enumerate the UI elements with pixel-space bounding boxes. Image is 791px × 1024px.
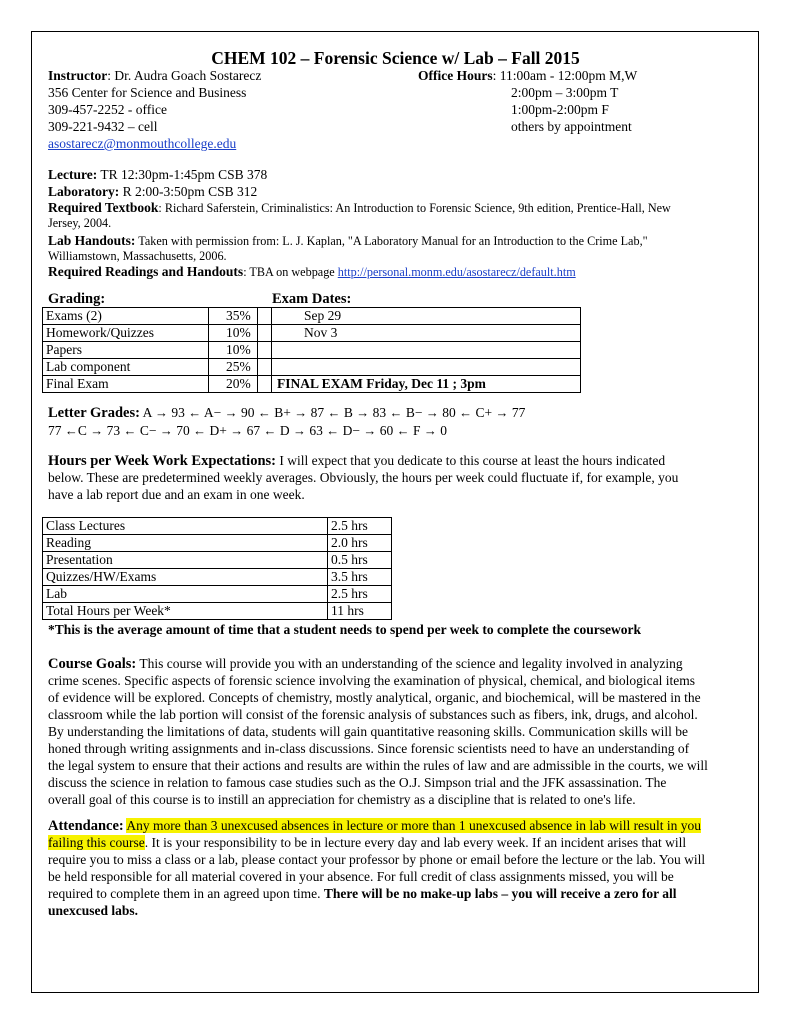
grade-cutoff: 60	[376, 423, 397, 438]
arrow-right-icon: →	[495, 405, 509, 420]
arrow-right-icon: →	[154, 405, 168, 420]
arrow-left-icon: ←	[326, 423, 340, 438]
hours-item: Class Lectures	[43, 518, 328, 535]
hours-value: 2.5 hrs	[328, 586, 392, 603]
textbook-value-cont: Jersey, 2004.	[48, 216, 112, 230]
arrow-right-icon: →	[294, 405, 308, 420]
grade-letter: F	[409, 423, 424, 438]
grading-pct: 25%	[209, 359, 258, 376]
attendance-text: . It is your responsibility to be in lecture every day and lab every week. If an incident arises that will	[144, 835, 687, 850]
grade-letter: B+	[270, 405, 295, 420]
instructor-line	[48, 67, 261, 84]
grading-table	[42, 307, 581, 393]
grade-letter: D+	[206, 423, 231, 438]
attendance-bold-text: unexcused labs.	[48, 903, 139, 918]
attendance-bold-text: There will be no make-up labs – you will receive a zero for all	[323, 886, 677, 901]
spacer-cell	[258, 342, 272, 359]
arrow-left-icon: ←	[327, 405, 341, 420]
table-row	[43, 518, 392, 535]
exam-date: Nov 3	[272, 325, 581, 342]
hours-text-1: I will expect that you dedicate to this course at least the hours indicated	[276, 453, 666, 468]
arrow-left-icon: ←	[389, 405, 403, 420]
textbook-value: : Richard Saferstein, Criminalistics: An Introduction to Forensic Science, 9th edition, Prentice-Hall, New	[158, 201, 671, 215]
grading-item: Homework/Quizzes	[43, 325, 209, 342]
arrow-right-icon: →	[425, 405, 439, 420]
hours-item: Reading	[43, 535, 328, 552]
hours-footnote: *This is the average amount of time that a student needs to spend per week to complete the coursework	[48, 622, 641, 637]
hours-intro-line-1	[48, 452, 665, 470]
table-row	[43, 325, 581, 342]
attendance-heading: Attendance:	[48, 818, 124, 834]
grade-cutoff: 73	[103, 423, 124, 438]
spacer-cell	[258, 308, 272, 325]
grade-cutoff: 67	[243, 423, 264, 438]
hours-text-3: have a lab report due and an exam in one week.	[48, 487, 305, 502]
table-row	[43, 359, 581, 376]
arrow-left-icon: ←	[193, 423, 207, 438]
office-hours-line	[418, 67, 637, 84]
grading-item: Papers	[43, 342, 209, 359]
arrow-right-icon: →	[363, 423, 377, 438]
goals-text: overall goal of this course is to instill an appreciation for chemistry as a discipline that is related to one's life.	[48, 792, 636, 807]
attendance-line-5	[48, 885, 677, 902]
hours-value: 0.5 hrs	[328, 552, 392, 569]
grade-cutoff: 80	[438, 405, 460, 420]
arrow-left-icon: ←	[257, 405, 271, 420]
exam-date: Sep 29	[272, 308, 581, 325]
textbook-info	[48, 199, 671, 216]
grade-cutoff: 63	[306, 423, 327, 438]
office-hours-line-1: : 11:00am - 12:00pm M,W	[492, 68, 638, 83]
grade-letter: A−	[201, 405, 225, 420]
table-row	[43, 342, 581, 359]
grading-item: Exams (2)	[43, 308, 209, 325]
arrow-left-icon: ←	[396, 423, 410, 438]
spacer-cell	[258, 376, 272, 393]
attendance-text: required to complete them in an agreed upon time.	[48, 886, 324, 901]
arrow-right-icon: →	[423, 423, 437, 438]
grade-letter: C	[77, 423, 91, 438]
goals-heading: Course Goals:	[48, 656, 137, 672]
office-hours-label: Office Hours	[418, 68, 493, 83]
letter-grades-line-1	[48, 404, 525, 422]
arrow-left-icon: ←	[459, 405, 473, 420]
course-title: CHEM 102 – Forensic Science w/ Lab – Fall 2015	[211, 48, 580, 68]
lab-handouts-value: Taken with permission from: L. J. Kaplan, "A Laboratory Manual for an Introduction to the Crime Lab,"	[135, 234, 648, 248]
table-row	[43, 586, 392, 603]
arrow-left-icon: ←	[64, 423, 78, 438]
attendance-line-2	[48, 834, 686, 851]
office-hours-line-4: others by appointment	[511, 119, 632, 134]
table-row	[43, 535, 392, 552]
textbook-label: Required Textbook	[48, 200, 159, 215]
readings-url-link[interactable]: http://personal.monm.edu/asostarecz/default.htm	[337, 265, 576, 279]
grade-letter: D−	[339, 423, 364, 438]
grade-letter: C−	[136, 423, 160, 438]
spacer-cell	[258, 359, 272, 376]
arrow-right-icon: →	[90, 423, 104, 438]
hours-value: 2.0 hrs	[328, 535, 392, 552]
instructor-phone-office: 309-457-2252 - office	[48, 102, 167, 117]
hours-item: Quizzes/HW/Exams	[43, 569, 328, 586]
grading-item: Final Exam	[43, 376, 209, 393]
hours-text-2: below. These are predetermined weekly averages. Obviously, the hours per week could fluctuate if, for example, you	[48, 470, 679, 485]
office-hours-line-2: 2:00pm – 3:00pm T	[511, 85, 619, 100]
instructor-label: Instructor	[48, 68, 108, 83]
grade-cutoff: 90	[237, 405, 258, 420]
grading-pct: 10%	[209, 342, 258, 359]
lecture-label: Lecture:	[48, 167, 98, 182]
grade-letter: B−	[402, 405, 426, 420]
attendance-highlight: failing this course	[48, 835, 145, 850]
lab-handouts-info	[48, 232, 648, 249]
grade-letter: D	[276, 423, 294, 438]
grade-cutoff: 70	[172, 423, 194, 438]
goals-text: crime scenes. Specific aspects of forensic science involving the examination of physical, chemical, and biological items	[48, 673, 696, 688]
table-row	[43, 308, 581, 325]
lecture-info	[48, 166, 267, 183]
goals-line-1	[48, 655, 683, 673]
attendance-text: be held responsible for all material covered in your absence. For full credit of class assignments missed, you will be	[48, 869, 674, 884]
lecture-value: TR 12:30pm-1:45pm CSB 378	[97, 167, 268, 182]
letter-grades-label: Letter Grades:	[48, 405, 140, 421]
goals-text: honed through writing assignments and in-class discussions. Since forensic scientists need to have an understanding of	[48, 741, 690, 756]
grade-letter: A	[139, 405, 155, 420]
lab-handouts-label: Lab Handouts:	[48, 233, 136, 248]
office-hours-line-3: 1:00pm-2:00pm F	[511, 102, 609, 117]
attendance-line-1	[48, 817, 701, 835]
arrow-left-icon: ←	[263, 423, 277, 438]
goals-text: By understanding the limitations of data, students will gain quantitative reasoning skills. Communication skills will be	[48, 724, 689, 739]
grade-cutoff: 93	[167, 405, 189, 420]
grading-pct: 10%	[209, 325, 258, 342]
grading-pct: 20%	[209, 376, 258, 393]
arrow-left-icon: ←	[123, 423, 137, 438]
attendance-text: require you to miss a class or a lab, please contact your professor by phone or email before the lecture or the lab. You will	[48, 852, 706, 867]
arrow-right-icon: →	[230, 423, 244, 438]
hours-item: Lab	[43, 586, 328, 603]
arrow-right-icon: →	[356, 405, 370, 420]
table-row	[43, 603, 392, 620]
laboratory-label: Laboratory:	[48, 184, 120, 199]
grade-cutoff: 77	[48, 423, 65, 438]
grade-letter: B	[340, 405, 357, 420]
goals-text: This course will provide you with an understanding of the science and legality involved in analyzing	[136, 656, 683, 671]
letter-grades-line-2	[48, 422, 447, 439]
instructor-phone-cell: 309-221-9432 – cell	[48, 119, 158, 134]
goals-text: of evidence will be explored. Concepts of chemistry, mostly analytical, organic, and biochemical, will be mastered in the	[48, 690, 701, 705]
arrow-right-icon: →	[293, 423, 307, 438]
instructor-email-link[interactable]: asostarecz@monmouthcollege.edu	[48, 136, 237, 151]
grade-cutoff: 87	[307, 405, 328, 420]
goals-text: the legal system to ensure that their actions and results are within the rules of law and are admissible in the courts, we will	[48, 758, 708, 773]
arrow-left-icon: ←	[188, 405, 202, 420]
hours-table	[42, 517, 392, 620]
goals-text: discuss the science in relation to famous case studies such as the O.J. Simpson trial and the JFK assassination. The	[48, 775, 667, 790]
hours-value: 11 hrs	[328, 603, 392, 620]
instructor-name: : Dr. Audra Goach Sostarecz	[107, 68, 262, 83]
table-row	[43, 552, 392, 569]
spacer-cell	[258, 325, 272, 342]
lab-handouts-value-cont: Williamstown, Massachusetts, 2006.	[48, 249, 227, 263]
grading-heading: Grading:	[48, 291, 106, 307]
instructor-office: 356 Center for Science and Business	[48, 85, 247, 100]
hours-heading: Hours per Week Work Expectations:	[48, 453, 276, 469]
grade-cutoff: 0	[436, 423, 448, 438]
goals-text: classroom while the lab portion will consist of the forensic analysis of substances such as fibers, ink, drugs, and alcohol.	[48, 707, 698, 722]
grade-letter: C+	[472, 405, 496, 420]
hours-value: 2.5 hrs	[328, 518, 392, 535]
grade-cutoff: 83	[369, 405, 390, 420]
laboratory-value: R 2:00-3:50pm CSB 312	[119, 184, 258, 199]
table-row	[43, 376, 581, 393]
final-exam-date: FINAL EXAM Friday, Dec 11 ; 3pm	[272, 376, 581, 393]
grading-item: Lab component	[43, 359, 209, 376]
grade-cutoff: 77	[508, 405, 526, 420]
readings-prefix: : TBA on webpage	[243, 265, 338, 279]
arrow-right-icon: →	[224, 405, 238, 420]
arrow-right-icon: →	[159, 423, 173, 438]
hours-item: Total Hours per Week*	[43, 603, 328, 620]
exam-date	[272, 359, 581, 376]
laboratory-info	[48, 183, 257, 200]
hours-value: 3.5 hrs	[328, 569, 392, 586]
table-row	[43, 569, 392, 586]
readings-info	[48, 263, 576, 280]
readings-label: Required Readings and Handouts	[48, 264, 244, 279]
grading-pct: 35%	[209, 308, 258, 325]
exam-date	[272, 342, 581, 359]
attendance-highlight: Any more than 3 unexcused absences in lecture or more than 1 unexcused absence in lab will result in you	[126, 818, 702, 833]
hours-item: Presentation	[43, 552, 328, 569]
exam-dates-heading: Exam Dates:	[272, 291, 352, 307]
